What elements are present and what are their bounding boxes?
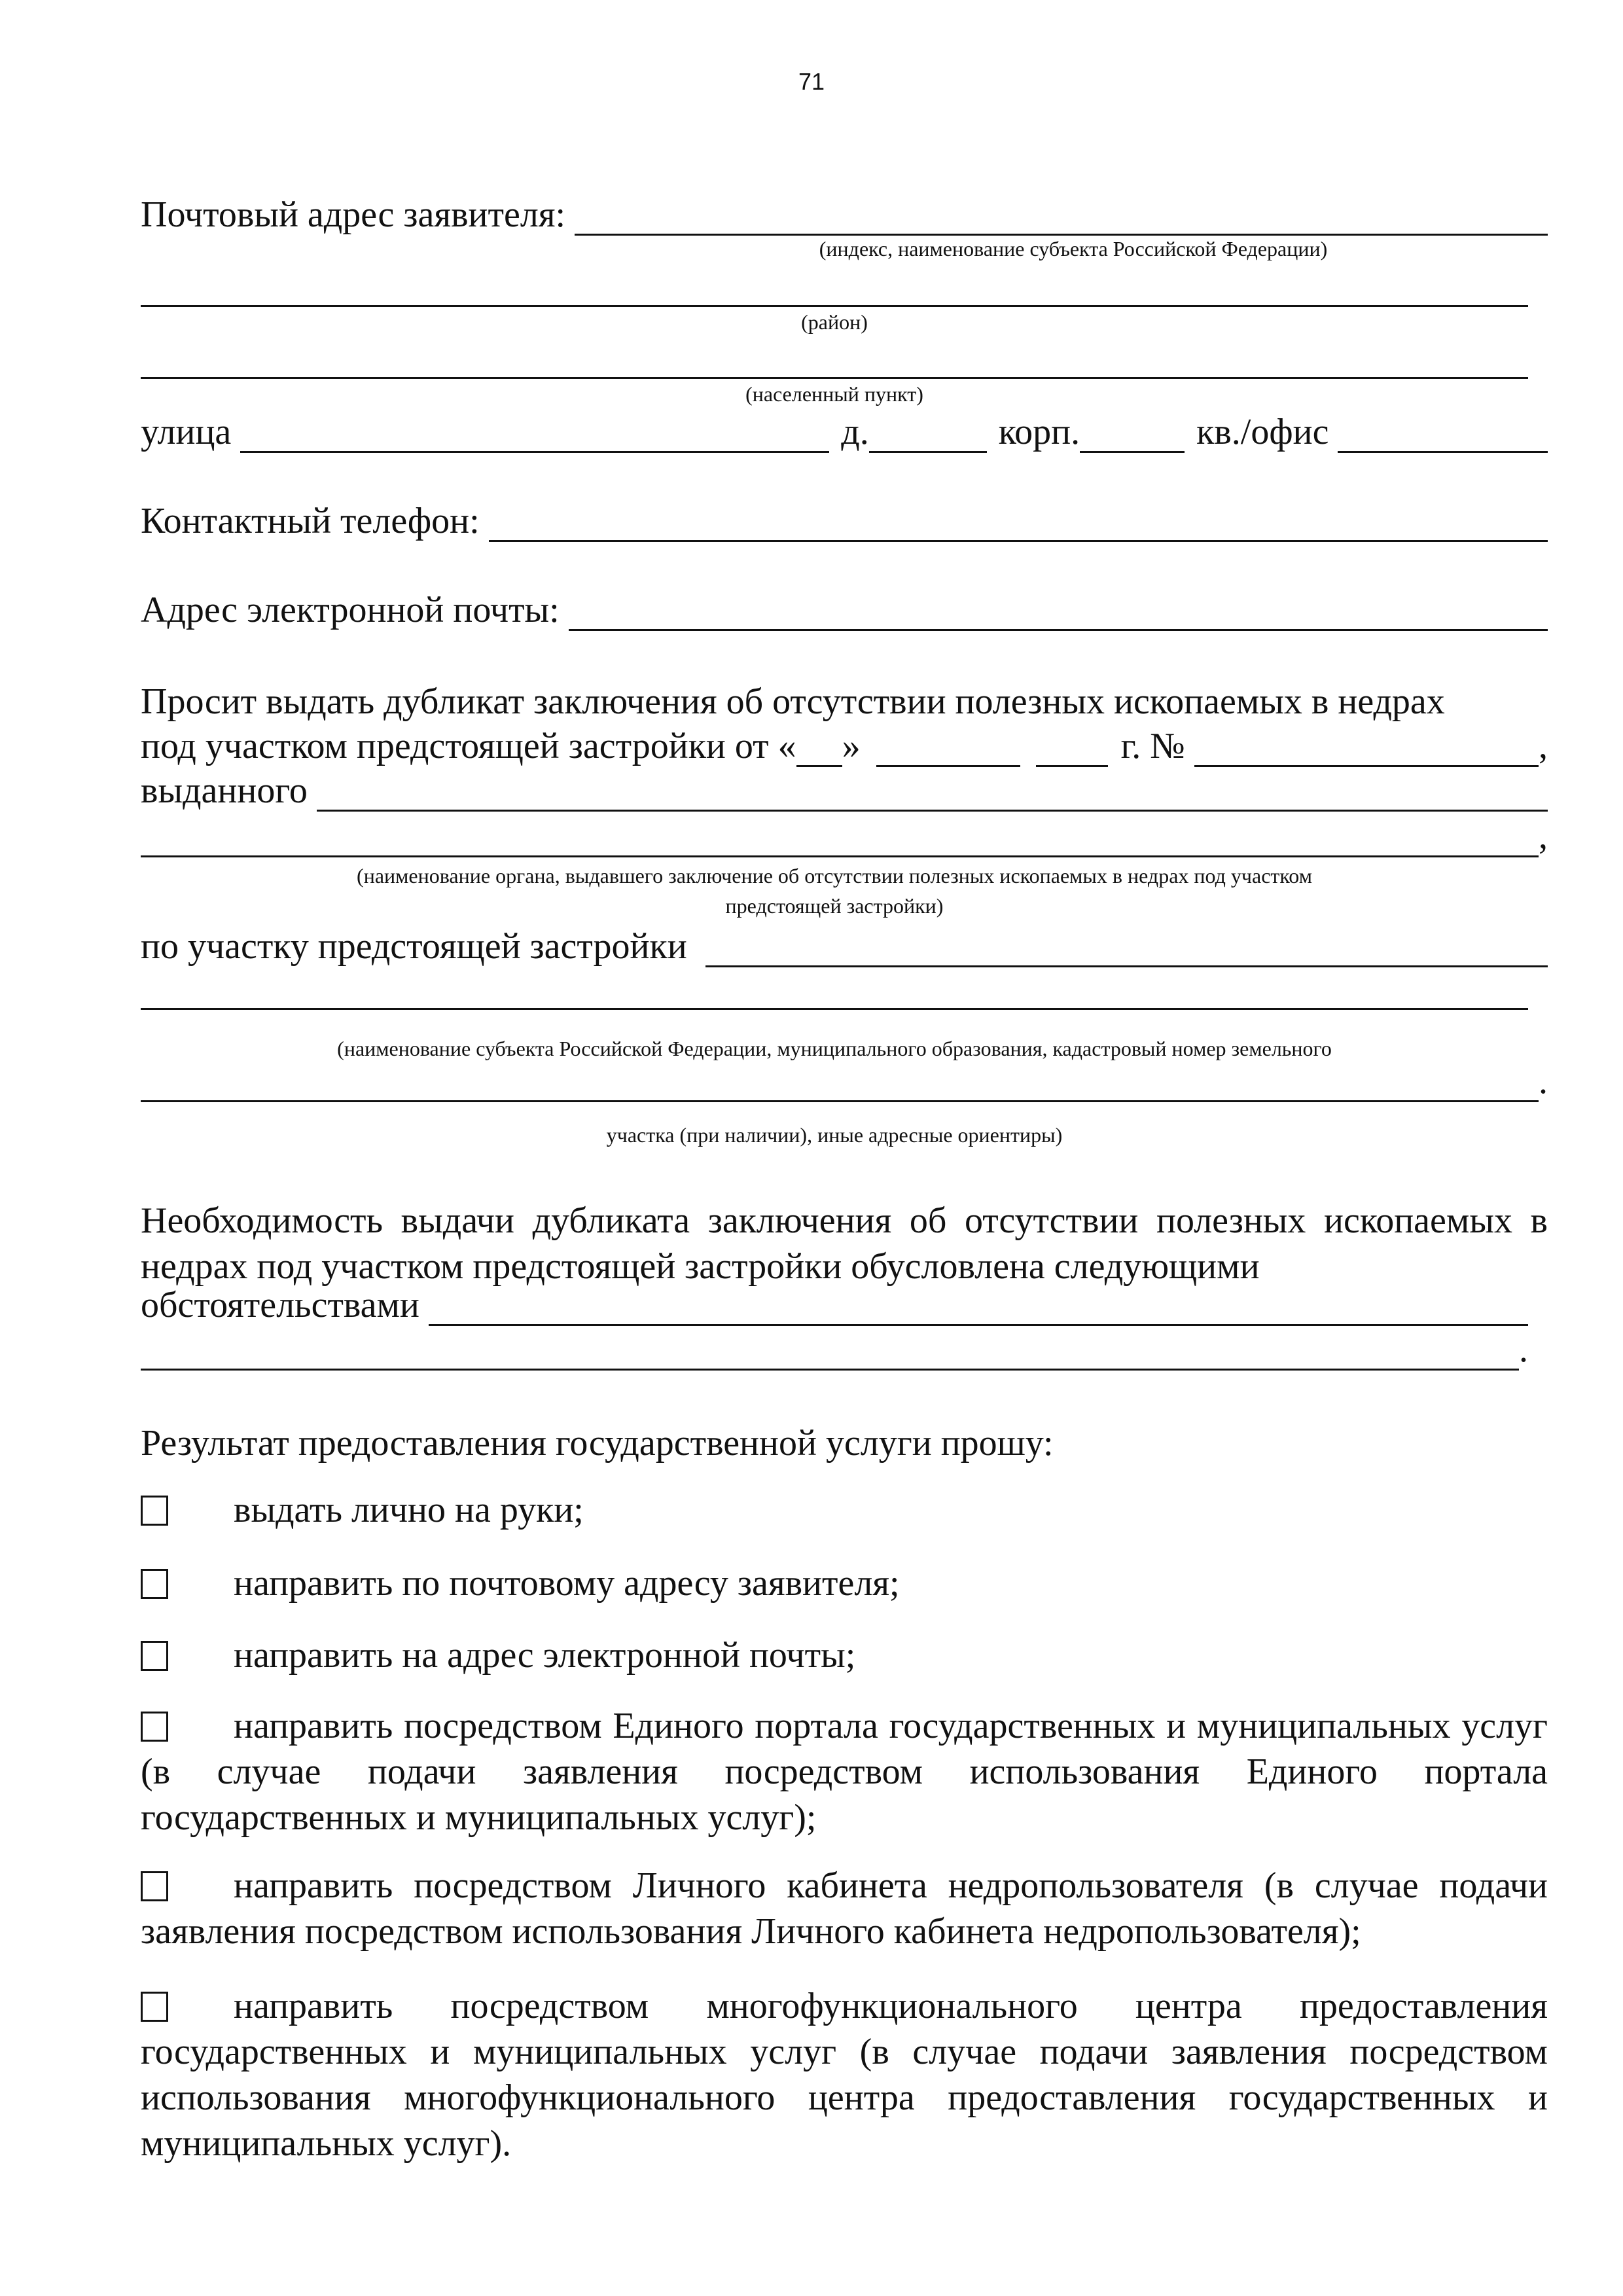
request-line-2-comma: , [1539, 726, 1548, 766]
option-mfc [141, 1983, 1548, 2166]
locality-field[interactable] [141, 377, 1528, 379]
issued-field[interactable] [317, 776, 1548, 812]
issued-row [141, 770, 1548, 812]
request-line-2 [141, 725, 1548, 767]
caption-plot-line-1: (наименование субъекта Российской Федерации, муниципального образования, кадастровый номер земельного [337, 1037, 1332, 1060]
postal-address-label: Почтовый адрес заявителя: [141, 194, 566, 235]
caption-organ-line-1: (наименование органа, выдавшего заключение об отсутствии полезных ископаемых в недрах под участком [357, 864, 1312, 888]
option-mfc-checkbox[interactable] [141, 1992, 168, 2022]
issuer-field[interactable] [141, 821, 1539, 857]
street-label: улица [141, 412, 232, 452]
caption-plot-line-2: участка (при наличии), иные адресные ориентиры) [606, 1123, 1063, 1147]
caption-organ-line-2: предстоящей застройки) [725, 894, 944, 918]
district-field[interactable] [141, 305, 1528, 307]
email-row [141, 589, 1548, 631]
option-unified-portal-label: направить посредством Единого портала государственных и муниципальных услуг (в случае подачи заявления посредством использования Единого портала государственных и муниципальных услуг); [141, 1706, 1548, 1838]
plot-field[interactable] [705, 931, 1548, 967]
plot-period: . [1539, 1061, 1548, 1102]
result-heading: Результат предоставления государственной услуги прошу: [141, 1423, 1054, 1463]
circumstances-field-2[interactable] [141, 1335, 1519, 1371]
contact-phone-label: Контактный телефон: [141, 501, 480, 541]
plot-field-2[interactable] [141, 1008, 1528, 1010]
option-unified-portal [141, 1703, 1548, 1840]
date-month-field[interactable] [876, 731, 1020, 767]
option-in-person-checkbox[interactable] [141, 1496, 168, 1526]
circumstances-field[interactable] [429, 1290, 1528, 1326]
option-unified-portal-checkbox[interactable] [141, 1712, 168, 1742]
option-in-person-label: выдать лично на руки; [234, 1490, 584, 1530]
postal-address-row [141, 194, 1548, 236]
email-field[interactable] [569, 595, 1548, 631]
issuer-comma: , [1539, 816, 1548, 857]
building-field[interactable] [1080, 417, 1185, 453]
option-personal-cabinet [141, 1863, 1548, 1954]
plot-label: по участку предстоящей застройки [141, 926, 687, 967]
circumstances-row-2 [141, 1329, 1528, 1371]
circumstances-row [141, 1284, 1548, 1326]
email-label: Адрес электронной почты: [141, 590, 560, 630]
request-line-1-text: Просит выдать дубликат заключения об отсутствии полезных ископаемых в недрах [141, 681, 1445, 722]
quote-close: » [842, 726, 861, 766]
circumstances-period: . [1519, 1329, 1528, 1370]
option-personal-cabinet-label: направить посредством Личного кабинета недропользователя (в случае подачи заявления посредством использования Личного кабинета недропользователя); [141, 1865, 1548, 1952]
street-field[interactable] [240, 417, 829, 453]
caption-district: (район) [801, 310, 868, 334]
apartment-field[interactable] [1338, 417, 1548, 453]
year-number-label: г. № [1120, 726, 1185, 766]
option-mfc-label: направить посредством многофункционального центра предоставления государственных и муниципальных услуг (в случае подачи заявления посредством использования многофункционального центра предоставления государственных и муниципальных услуг). [141, 1986, 1548, 2164]
apartment-label: кв./офис [1196, 412, 1329, 452]
option-postal-label: направить по почтовому адресу заявителя; [234, 1563, 900, 1604]
contact-phone-row [141, 500, 1548, 542]
option-email [141, 1632, 1548, 1678]
option-in-person [141, 1487, 1548, 1533]
issued-label: выданного [141, 770, 308, 811]
request-date-label: под участком предстоящей застройки от « [141, 726, 796, 766]
plot-field-3[interactable] [141, 1066, 1539, 1102]
date-day-field[interactable] [796, 731, 842, 767]
document-number-field[interactable] [1194, 731, 1539, 767]
page-number: 71 [798, 68, 825, 95]
plot-row-3 [141, 1060, 1548, 1102]
date-year-field[interactable] [1036, 731, 1108, 767]
contact-phone-field[interactable] [489, 506, 1548, 542]
request-line-1 [141, 681, 1548, 723]
option-personal-cabinet-checkbox[interactable] [141, 1871, 168, 1901]
option-email-label: направить на адрес электронной почты; [234, 1635, 856, 1676]
option-email-checkbox[interactable] [141, 1641, 168, 1671]
house-field[interactable] [869, 417, 987, 453]
caption-locality: (населенный пункт) [745, 382, 923, 406]
option-postal [141, 1560, 1548, 1606]
street-row [141, 411, 1548, 453]
building-label: корп. [998, 412, 1080, 452]
option-postal-checkbox[interactable] [141, 1569, 168, 1599]
plot-row [141, 925, 1548, 967]
issuer-row [141, 816, 1548, 857]
circumstances-label: обстоятельствами [141, 1285, 419, 1325]
house-label: д. [841, 412, 869, 452]
caption-index: (индекс, наименование субъекта Российской Федерации) [819, 237, 1328, 260]
postal-address-field[interactable] [575, 200, 1548, 236]
necessity-text: Необходимость выдачи дубликата заключения об отсутствии полезных ископаемых в недрах под участком предстоящей застройки обусловлена следующими [141, 1200, 1548, 1287]
